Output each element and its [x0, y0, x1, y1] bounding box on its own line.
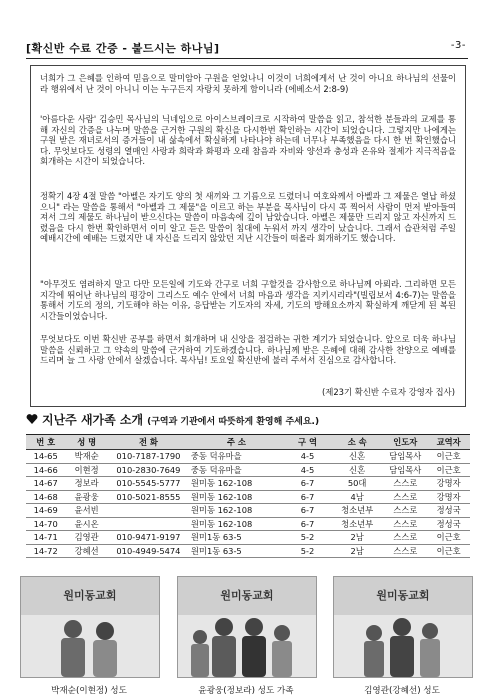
col-number: 번 호 — [26, 435, 65, 450]
testimony-para-5: 무엇보다도 이번 확신반 공부를 하면서 회개하며 내 신앙을 점검하는 귀한 계기가 되었습니다. 앞으로 더욱 하나님 말씀을 신뢰하고 그 약속의 말씀에 근거하여 기도하겠습니다. 하나님께 받은 은혜에 대해 감사한 찬양으로 예배를 드리며 늘 그 사랑 안에서 살겠습니다. 목사님! 토요일 확신반에 불러 주셔서 진심으로 감사합니다. — [40, 334, 456, 366]
cell-guide: 스스로 — [383, 477, 427, 491]
cell-pastor: 이근호 — [427, 463, 470, 477]
photo-banner-text: 원미동교회 — [376, 589, 430, 602]
new-family-heading — [26, 411, 319, 428]
col-pastor: 교역자 — [427, 435, 470, 450]
cell-phone — [108, 504, 189, 518]
table-row — [26, 463, 470, 477]
cell-pastor: 강명자 — [427, 477, 470, 491]
cell-phone: 010-5021-8555 — [108, 490, 189, 504]
cell-guide: 스스로 — [383, 531, 427, 545]
photo-caption-2: 윤광웅(정보라) 성도 가족 — [198, 686, 294, 696]
page-title: [확신반 수료 간증 - 붙드시는 하나님] — [26, 42, 220, 55]
cell-guide: 스스로 — [383, 490, 427, 504]
photo-2 — [177, 576, 317, 678]
cell-number: 14-71 — [26, 531, 65, 545]
page-number: -3- — [450, 40, 466, 51]
table-row — [26, 531, 470, 545]
cell-number: 14-68 — [26, 490, 65, 504]
testimony-para-1: 너희가 그 은혜를 인하여 믿음으로 말미암아 구원을 얻었나니 이것이 너희에게서 난 것이 아니요 하나님의 선물이라 행위에서 난 것이 아니니 이는 누구든지 자랑치 못하게 함이니라 (에베소서 2:8-9) — [40, 73, 456, 94]
page-header — [26, 40, 466, 56]
cell-district: 4-5 — [284, 463, 331, 477]
photo-banner-text: 원미동교회 — [63, 589, 117, 602]
cell-name: 박재순 — [65, 450, 108, 464]
cell-phone: 010-5545-5777 — [108, 477, 189, 491]
cell-district: 5-2 — [284, 531, 331, 545]
cell-number: 14-65 — [26, 450, 65, 464]
cell-group: 신혼 — [331, 450, 383, 464]
cell-district: 6-7 — [284, 517, 331, 531]
photo-1 — [20, 576, 160, 678]
testimony-para-3: 정확기 4장 4절 말씀 "아벨은 자기도 양의 첫 새끼와 그 기름으로 드렸더니 여호와께서 아벨과 그 제물은 열납 하셨으니" 라는 말씀을 통해서 "아벨과 그 제물"을 이르고 하는 부분을 목사님이 다시 콕 찍어서 사람이 먼저 받아들여져서 그의 제물도 하나님이 받으신다는 말씀이 마음속에 깊이 남았습니다. 아벨은 제물만 드리지 않고 자신까지 드렸음을 다시 한번 확인하면서 이미 알고 듣은 말씀이 침대에 누워서 까지 생각이 났습니다. 그래서 습관처럼 주일 예배시간에 예배는 드렸지만 내 자신을 드리지 않았던 지난 시간들이 떠올라 회개하기도 했습니다. — [40, 191, 456, 244]
new-family-subtitle: (구역과 기관에서 따뜻하게 환영해 주세요.) — [147, 417, 320, 427]
col-address: 주 소 — [189, 435, 284, 450]
cell-district: 4-5 — [284, 450, 331, 464]
cell-address: 원미동 162-108 — [189, 517, 284, 531]
photo-caption-3: 김영관(강혜선) 성도 — [364, 686, 440, 696]
cell-phone: 010-2830-7649 — [108, 463, 189, 477]
cell-number: 14-72 — [26, 544, 65, 558]
cell-group: 신혼 — [331, 463, 383, 477]
cell-pastor: 이근호 — [427, 450, 470, 464]
cell-name: 윤서빈 — [65, 504, 108, 518]
cell-name: 김영관 — [65, 531, 108, 545]
cell-group: 50대 — [331, 477, 383, 491]
cell-address: 원미1동 63-5 — [189, 544, 284, 558]
cell-number: 14-70 — [26, 517, 65, 531]
cell-number: 14-69 — [26, 504, 65, 518]
photo-banner-text: 원미동교회 — [220, 589, 274, 602]
testimony-signature: (제23기 확신반 수료자 강영자 집사) — [321, 387, 455, 397]
header-divider — [26, 58, 468, 59]
cell-guide: 스스로 — [383, 544, 427, 558]
photo-3 — [333, 576, 473, 678]
cell-phone: 010-4949-5474 — [108, 544, 189, 558]
col-phone: 전 화 — [108, 435, 189, 450]
cell-group: 2남 — [331, 531, 383, 545]
table-row — [26, 450, 470, 464]
cell-guide: 스스로 — [383, 504, 427, 518]
testimony-para-4: "아무것도 염려하지 말고 다만 모든일에 기도와 간구로 너희 구할것을 감사함으로 하나님께 아뢰라. 그리하면 모든 지각에 뛰어난 하나님의 평강이 그리스도 예수 안에서 너희 마음과 생각을 지키시리라"(빌립보서 4:6-7)는 말씀을 통해서 기도의 정의, 기도해야 하는 이유, 응답받는 기도자의 자세, 기도의 방해요소까지 확실하게 깨닫게 된 복된 시간들이었습니다. — [40, 279, 456, 321]
cell-address: 원미동 162-108 — [189, 477, 284, 491]
cell-guide: 스스로 — [383, 517, 427, 531]
table-row — [26, 504, 470, 518]
new-family-table — [26, 434, 470, 558]
table-row — [26, 490, 470, 504]
cell-pastor: 이근호 — [427, 531, 470, 545]
cell-name: 강혜선 — [65, 544, 108, 558]
cell-address: 원미동 162-108 — [189, 504, 284, 518]
cell-pastor: 강명자 — [427, 490, 470, 504]
cell-name: 정보라 — [65, 477, 108, 491]
table-row — [26, 477, 470, 491]
table-row — [26, 544, 470, 558]
cell-group: 청소년부 — [331, 517, 383, 531]
cell-guide: 담임목사 — [383, 450, 427, 464]
cell-pastor: 정성국 — [427, 504, 470, 518]
col-district: 구 역 — [284, 435, 331, 450]
cell-group: 4남 — [331, 490, 383, 504]
photo-caption-1: 박재순(이현정) 성도 — [51, 686, 127, 696]
cell-number: 14-66 — [26, 463, 65, 477]
col-name: 성 명 — [65, 435, 108, 450]
cell-phone — [108, 517, 189, 531]
table-row — [26, 517, 470, 531]
cell-name: 윤광웅 — [65, 490, 108, 504]
cell-group: 청소년부 — [331, 504, 383, 518]
cell-phone: 010-9471-9197 — [108, 531, 189, 545]
cell-address: 중동 덕유마을 — [189, 463, 284, 477]
cell-district: 6-7 — [284, 477, 331, 491]
col-group: 소 속 — [331, 435, 383, 450]
cell-address: 원미동 162-108 — [189, 490, 284, 504]
cell-address: 원미1동 63-5 — [189, 531, 284, 545]
cell-district: 6-7 — [284, 490, 331, 504]
cell-group: 2남 — [331, 544, 383, 558]
cell-district: 6-7 — [284, 504, 331, 518]
cell-pastor: 정성국 — [427, 517, 470, 531]
cell-guide: 담임목사 — [383, 463, 427, 477]
table-header-row — [26, 435, 470, 450]
table-body — [26, 450, 470, 558]
cell-address: 중동 덕유마을 — [189, 450, 284, 464]
cell-name: 이현정 — [65, 463, 108, 477]
cell-phone: 010-7187-1790 — [108, 450, 189, 464]
new-family-title: 지난주 새가족 소개 — [42, 413, 144, 427]
cell-number: 14-67 — [26, 477, 65, 491]
cell-name: 윤시온 — [65, 517, 108, 531]
col-guide: 인도자 — [383, 435, 427, 450]
testimony-para-2: '아름다운 사람' 김승민 목사님의 닉네임으로 아이스브레이크로 시작하여 말씀을 읽고, 참석한 분들과의 교제를 통해 자신의 간증을 나누며 말씀을 근거한 구원의 확신을 다시한번 확인하는 시간이 되었습니다. 그렇지만 나에게는 구원 받은 재녀로서의 증거들이 내 삶속에서 확실하게 나타나야 하는데 너무나 부족했음을 다시 한 번 확인했습니다. 무엇보다도 성령의 열매인 사랑과 희락과 화평과 오래 참음과 자비와 양선과 충성과 온유와 절제가 지극적음을 회개하는 시간이 되었습니다. — [40, 114, 456, 167]
cell-district: 5-2 — [284, 544, 331, 558]
cell-pastor: 이근호 — [427, 544, 470, 558]
heart-icon — [26, 413, 38, 425]
